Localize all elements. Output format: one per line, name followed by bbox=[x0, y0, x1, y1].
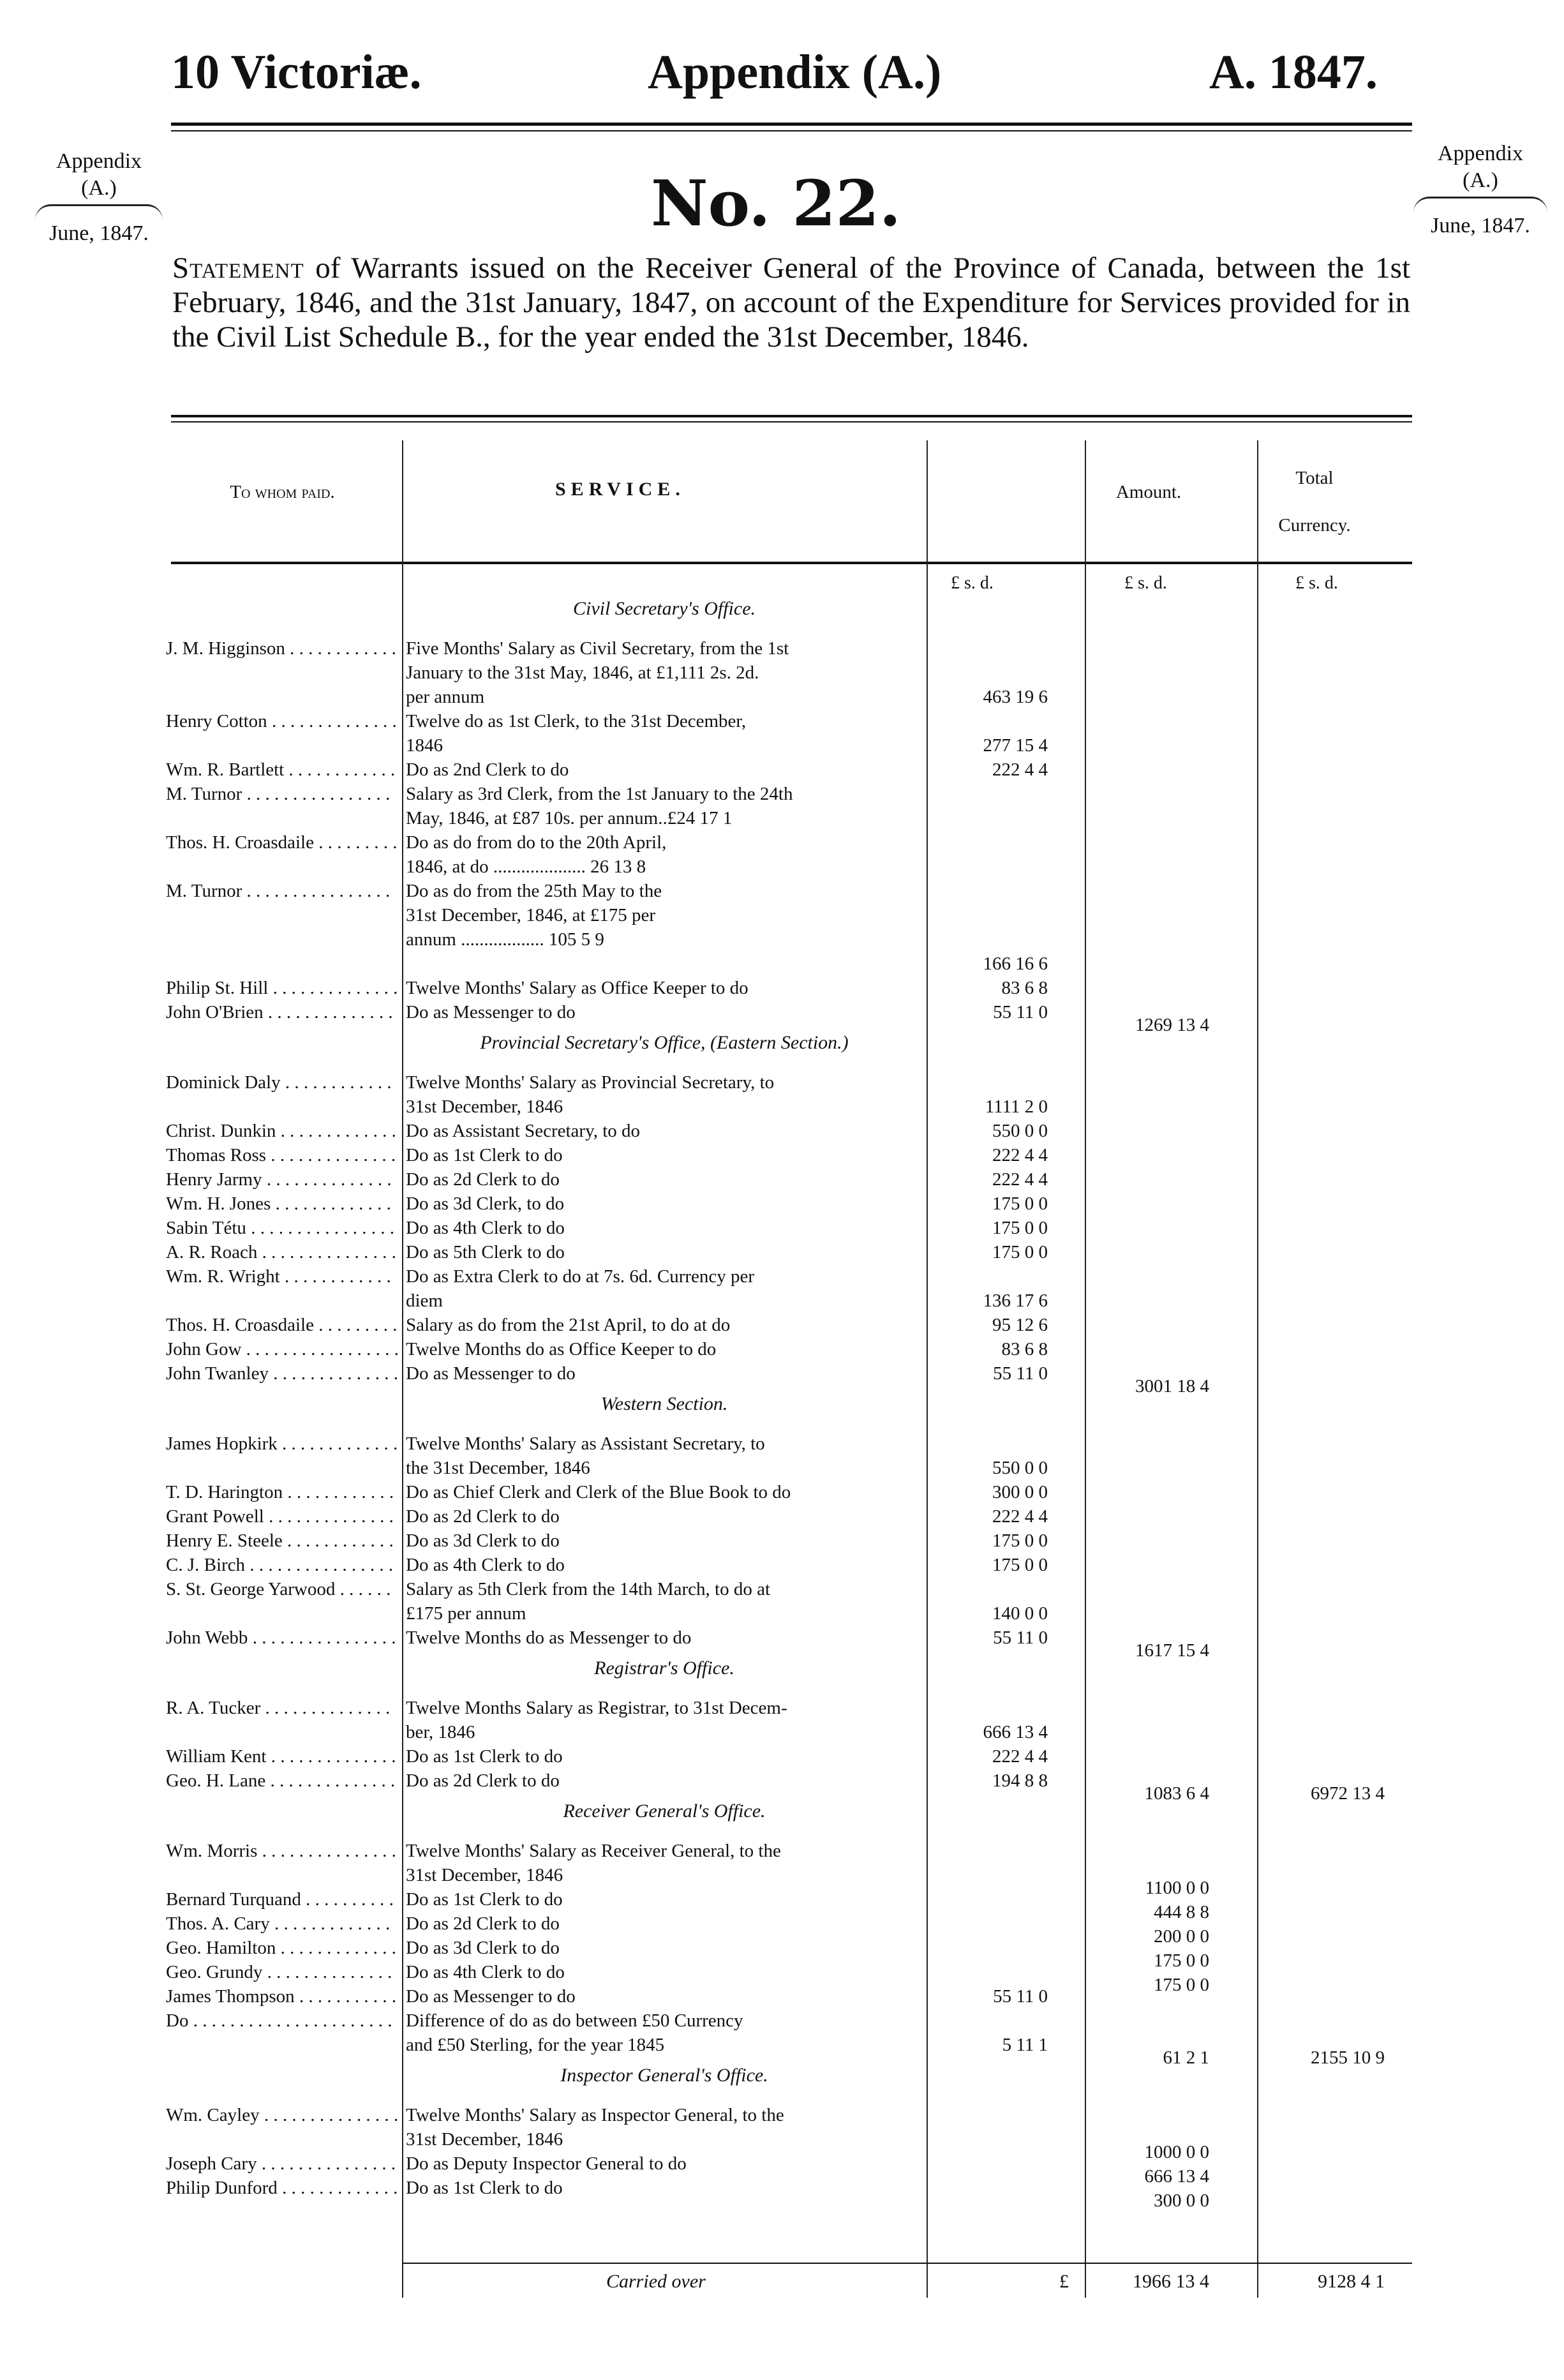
payee-name bbox=[166, 1529, 399, 1553]
service-description: the 31st December, 1846 bbox=[406, 1458, 590, 1478]
amount-col2: 1083 6 4 bbox=[1144, 1783, 1209, 1804]
payee-name-text: S. St. George Yarwood bbox=[166, 1579, 336, 1599]
payee-name bbox=[166, 1696, 399, 1720]
service-description: Do as do from do to the 20th April, bbox=[406, 832, 667, 853]
unit-label-col2: £ s. d. bbox=[1124, 573, 1167, 593]
payee-name-text: Philip Dunford bbox=[166, 2178, 278, 2198]
payee-name bbox=[166, 1240, 399, 1264]
service-description: Twelve Months' Salary as Provincial Secretary, to bbox=[406, 1072, 775, 1093]
amount-col2: 444 8 8 bbox=[1154, 1902, 1209, 1922]
payee-name-text: John Twanley bbox=[166, 1363, 269, 1384]
amount-col1: 550 0 0 bbox=[992, 1458, 1048, 1478]
amount-col1: 222 4 4 bbox=[992, 1506, 1048, 1527]
service-description: annum .................. 105 5 9 bbox=[406, 929, 604, 950]
amount-col2: 666 13 4 bbox=[1144, 2166, 1209, 2187]
payee-name-text: James Thompson bbox=[166, 1986, 295, 2007]
payee-name-text: Thomas Ross bbox=[166, 1145, 267, 1165]
amount-col1: 300 0 0 bbox=[992, 1482, 1048, 1502]
header-bottom-rule bbox=[171, 562, 1412, 564]
payee-name bbox=[166, 1361, 399, 1386]
service-description: Salary as 5th Clerk from the 14th March, to do at bbox=[406, 1579, 771, 1599]
statement-text: of Warrants issued on the Receiver General of the Province of Canada, between the 1st February, 1846, and the 31st January, 1847, on account of the Expenditure for Services provided for in the Civil List Schedule B., for the year ended the 31st December, 1846. bbox=[172, 251, 1410, 354]
service-description: Do as 2d Clerk to do bbox=[406, 1913, 560, 1934]
payee-name bbox=[166, 1960, 399, 1984]
amount-col1: 175 0 0 bbox=[992, 1218, 1048, 1238]
payee-name-text: John Webb bbox=[166, 1628, 248, 1648]
service-description: Twelve Months' Salary as Receiver General, to the bbox=[406, 1841, 781, 1861]
service-description: 31st December, 1846 bbox=[406, 1096, 563, 1117]
amount-col1: 5 11 1 bbox=[1002, 2035, 1048, 2055]
payee-name bbox=[166, 709, 399, 733]
amount-col1: 166 16 6 bbox=[983, 954, 1048, 974]
margin-note-left: Appendix (A.) June, 1847. bbox=[35, 148, 163, 247]
payee-name bbox=[166, 1480, 399, 1504]
section-heading: Inspector General's Office. bbox=[560, 2065, 768, 2086]
service-description: Do as do from the 25th May to the bbox=[406, 881, 662, 901]
payee-name-text: Philip St. Hill bbox=[166, 978, 269, 998]
section-heading: Civil Secretary's Office. bbox=[572, 598, 756, 619]
payee-name bbox=[166, 1313, 399, 1337]
payee-name bbox=[166, 1504, 399, 1529]
amount-col1: 83 6 8 bbox=[1001, 1339, 1048, 1359]
table-top-rule bbox=[171, 415, 1412, 417]
service-description: Do as 1st Clerk to do bbox=[406, 1889, 563, 1910]
service-description: 31st December, 1846, at £175 per bbox=[406, 905, 656, 925]
service-description: Twelve Months' Salary as Inspector General, to the bbox=[406, 2105, 784, 2125]
column-header-to-whom: To whom paid. bbox=[230, 482, 335, 502]
service-description: and £50 Sterling, for the year 1845 bbox=[406, 2035, 665, 2055]
payee-name-text: A. R. Roach bbox=[166, 1242, 258, 1262]
service-description: 1846, at do .................... 26 13 8 bbox=[406, 857, 646, 877]
payee-name bbox=[166, 879, 399, 903]
payee-name-text: C. J. Birch bbox=[166, 1555, 246, 1575]
amount-col2: 3001 18 4 bbox=[1135, 1376, 1209, 1396]
amount-col1: 222 4 4 bbox=[992, 1169, 1048, 1190]
statement-lead: Statement bbox=[172, 251, 304, 285]
service-description: Twelve Months Salary as Registrar, to 31st Decem- bbox=[406, 1698, 787, 1718]
carried-over-total: 9128 4 1 bbox=[1318, 2271, 1385, 2292]
amount-col1: 222 4 4 bbox=[992, 1145, 1048, 1165]
payee-name-text: John Gow bbox=[166, 1339, 242, 1359]
payee-name bbox=[166, 1839, 399, 1863]
amount-col2: 200 0 0 bbox=[1154, 1926, 1209, 1947]
statement-paragraph bbox=[172, 251, 1410, 354]
total-col3: 2155 10 9 bbox=[1311, 2047, 1385, 2068]
payee-name-text: Geo. Grundy bbox=[166, 1962, 263, 1982]
running-head-right: A. 1847. bbox=[1209, 45, 1378, 99]
service-description: Do as Deputy Inspector General to do bbox=[406, 2153, 687, 2174]
service-description bbox=[406, 952, 923, 976]
service-description: 1846 bbox=[406, 735, 443, 756]
payee-name-text: Thos. H. Croasdaile bbox=[166, 832, 314, 853]
payee-name bbox=[166, 1912, 399, 1936]
amount-col1: 136 17 6 bbox=[983, 1291, 1048, 1311]
amount-col2: 1617 15 4 bbox=[1135, 1640, 1209, 1661]
running-head-left: 10 Victoriæ. bbox=[171, 45, 422, 99]
service-description: £175 per annum bbox=[406, 1603, 526, 1624]
payee-name bbox=[166, 1887, 399, 1912]
column-header-total: Total Currency. bbox=[1278, 468, 1351, 535]
payee-name-text: James Hopkirk bbox=[166, 1433, 278, 1454]
payee-name bbox=[166, 1553, 399, 1577]
payee-name bbox=[166, 1744, 399, 1769]
amount-col2: 1000 0 0 bbox=[1144, 2142, 1209, 2162]
amount-col2: 1269 13 4 bbox=[1135, 1015, 1209, 1035]
payee-name-text: R. A. Tucker bbox=[166, 1698, 261, 1718]
payee-name-text: Wm. R. Wright bbox=[166, 1266, 280, 1287]
amount-col1: 1111 2 0 bbox=[985, 1096, 1048, 1117]
service-description: Do as Extra Clerk to do at 7s. 6d. Currency per bbox=[406, 1266, 755, 1287]
service-description: Do as 5th Clerk to do bbox=[406, 1242, 565, 1262]
carried-over-rule bbox=[402, 2263, 1412, 2264]
service-description: January to the 31st May, 1846, at £1,111 2s. 2d. bbox=[406, 662, 759, 683]
payee-name-text: Wm. Cayley bbox=[166, 2105, 260, 2125]
payee-name-text: Dominick Daly bbox=[166, 1072, 281, 1093]
amount-col1: 55 11 0 bbox=[993, 1628, 1048, 1648]
payee-name-text: Do bbox=[166, 2010, 189, 2031]
service-description: Do as 3d Clerk to do bbox=[406, 1531, 560, 1551]
payee-name-text: Henry E. Steele bbox=[166, 1531, 283, 1551]
payee-name-text: Sabin Tétu bbox=[166, 1218, 246, 1238]
document-number: No. 22. bbox=[651, 167, 901, 241]
payee-name-text: Henry Jarmy bbox=[166, 1169, 262, 1190]
service-description: 31st December, 1846 bbox=[406, 1865, 563, 1885]
header-rule-thin bbox=[171, 130, 1412, 131]
service-description: diem bbox=[406, 1291, 443, 1311]
service-description: Twelve do as 1st Clerk, to the 31st December, bbox=[406, 711, 747, 731]
amount-col1: 277 15 4 bbox=[983, 735, 1048, 756]
payee-name-text: Wm. Morris bbox=[166, 1841, 258, 1861]
service-description: Twelve Months do as Messenger to do bbox=[406, 1628, 692, 1648]
service-description: Do as 3d Clerk to do bbox=[406, 1938, 560, 1958]
service-description: Do as 2d Clerk to do bbox=[406, 1169, 560, 1190]
payee-name bbox=[166, 2152, 399, 2176]
unit-label-col3: £ s. d. bbox=[1295, 573, 1338, 593]
service-description: 31st December, 1846 bbox=[406, 2129, 563, 2150]
service-description: Do as 2d Clerk to do bbox=[406, 1506, 560, 1527]
payee-name-text: John O'Brien bbox=[166, 1002, 264, 1022]
column-header-service: SERVICE. bbox=[555, 479, 685, 500]
payee-name-text: Geo. Hamilton bbox=[166, 1938, 276, 1958]
header-rule bbox=[171, 123, 1412, 126]
service-description: Do as 1st Clerk to do bbox=[406, 1145, 563, 1165]
payee-name bbox=[166, 782, 399, 806]
amount-col1: 194 8 8 bbox=[992, 1770, 1048, 1791]
service-description: Do as Chief Clerk and Clerk of the Blue Book to do bbox=[406, 1482, 791, 1502]
amount-col1: 175 0 0 bbox=[992, 1242, 1048, 1262]
payee-name bbox=[166, 1000, 399, 1024]
payee-name-text: Thos. H. Croasdaile bbox=[166, 1315, 314, 1335]
payee-name bbox=[166, 1432, 399, 1456]
payee-name-text: William Kent bbox=[166, 1746, 267, 1767]
payee-name bbox=[166, 636, 399, 661]
service-description: Do as 2nd Clerk to do bbox=[406, 760, 569, 780]
payee-name-text: M. Turnor bbox=[166, 881, 242, 901]
payee-name-text: Bernard Turquand bbox=[166, 1889, 301, 1910]
column-divider bbox=[927, 440, 928, 2298]
service-description: Do as 1st Clerk to do bbox=[406, 2178, 563, 2198]
table-top-rule-thin bbox=[171, 421, 1412, 423]
brace-icon bbox=[35, 204, 163, 220]
service-description: ber, 1846 bbox=[406, 1722, 475, 1742]
amount-col1: 175 0 0 bbox=[992, 1194, 1048, 1214]
service-description: Twelve Months do as Office Keeper to do bbox=[406, 1339, 717, 1359]
column-divider bbox=[402, 440, 403, 2298]
service-description: Twelve Months' Salary as Assistant Secretary, to bbox=[406, 1433, 765, 1454]
service-description: per annum bbox=[406, 687, 485, 707]
amount-col2: 175 0 0 bbox=[1154, 1975, 1209, 1995]
service-description: Salary as 3rd Clerk, from the 1st January to the 24th bbox=[406, 784, 793, 804]
service-description: Do as Messenger to do bbox=[406, 1002, 576, 1022]
amount-col1: 140 0 0 bbox=[992, 1603, 1048, 1624]
service-description: Twelve Months' Salary as Office Keeper to do bbox=[406, 978, 748, 998]
total-col3: 6972 13 4 bbox=[1311, 1783, 1385, 1804]
payee-name bbox=[166, 1769, 399, 1793]
amount-col1: 463 19 6 bbox=[983, 687, 1048, 707]
amount-col1: 175 0 0 bbox=[992, 1555, 1048, 1575]
column-divider bbox=[1085, 440, 1086, 2298]
service-description: Do as 1st Clerk to do bbox=[406, 1746, 563, 1767]
payee-name bbox=[166, 1143, 399, 1167]
amount-col1: 175 0 0 bbox=[992, 1531, 1048, 1551]
section-heading: Provincial Secretary's Office, (Eastern Section.) bbox=[480, 1032, 849, 1053]
brace-icon bbox=[1413, 197, 1547, 213]
payee-name bbox=[166, 1216, 399, 1240]
payee-name bbox=[166, 1192, 399, 1216]
payee-name bbox=[166, 2176, 399, 2200]
service-description: May, 1846, at £87 10s. per annum..£24 17 1 bbox=[406, 808, 733, 828]
service-description: Do as 4th Clerk to do bbox=[406, 1218, 565, 1238]
service-description: Do as 3d Clerk, to do bbox=[406, 1194, 565, 1214]
amount-col1: 666 13 4 bbox=[983, 1722, 1048, 1742]
payee-name-text: J. M. Higginson bbox=[166, 638, 285, 659]
payee-name bbox=[166, 976, 399, 1000]
service-description: Difference of do as do between £50 Currency bbox=[406, 2010, 743, 2031]
payee-name bbox=[166, 1119, 399, 1143]
section-heading: Western Section. bbox=[600, 1393, 728, 1414]
service-description: Salary as do from the 21st April, to do at do bbox=[406, 1315, 731, 1335]
column-header-amount: Amount. bbox=[1115, 482, 1182, 502]
payee-name bbox=[166, 1337, 399, 1361]
payee-name bbox=[166, 830, 399, 855]
payee-name bbox=[166, 1936, 399, 1960]
payee-name-text: Wm. H. Jones bbox=[166, 1194, 271, 1214]
payee-name-text: T. D. Harington bbox=[166, 1482, 283, 1502]
payee-name-text: Thos. A. Cary bbox=[166, 1913, 270, 1934]
payee-name-text: Joseph Cary bbox=[166, 2153, 257, 2174]
payee-name-text: Wm. R. Bartlett bbox=[166, 760, 285, 780]
service-description: Do as Assistant Secretary, to do bbox=[406, 1121, 641, 1141]
payee-name bbox=[166, 1070, 399, 1095]
running-head-center: Appendix (A.) bbox=[648, 45, 942, 99]
payee-name bbox=[166, 1626, 399, 1650]
payee-name-text: Christ. Dunkin bbox=[166, 1121, 276, 1141]
payee-name-text: Grant Powell bbox=[166, 1506, 264, 1527]
payee-name-text: M. Turnor bbox=[166, 784, 242, 804]
unit-label-col1: £ s. d. bbox=[951, 573, 994, 593]
section-heading: Receiver General's Office. bbox=[563, 1800, 766, 1822]
column-divider bbox=[1257, 440, 1258, 2298]
amount-col1: 83 6 8 bbox=[1001, 978, 1048, 998]
amount-col1: 222 4 4 bbox=[992, 1746, 1048, 1767]
carried-over-label: Carried over bbox=[606, 2271, 706, 2292]
service-description: Do as Messenger to do bbox=[406, 1986, 576, 2007]
amount-col1: 55 11 0 bbox=[993, 1002, 1048, 1022]
amount-col2: 175 0 0 bbox=[1154, 1950, 1209, 1971]
payee-name-text: Henry Cotton bbox=[166, 711, 267, 731]
payee-name bbox=[166, 758, 399, 782]
carried-over-currency: £ bbox=[1059, 2271, 1069, 2292]
service-description: Do as Messenger to do bbox=[406, 1363, 576, 1384]
amount-col1: 95 12 6 bbox=[992, 1315, 1048, 1335]
payee-name bbox=[166, 2103, 399, 2127]
payee-name bbox=[166, 1577, 399, 1601]
carried-over-amount: 1966 13 4 bbox=[1133, 2271, 1209, 2292]
margin-note-right: Appendix (A.) June, 1847. bbox=[1413, 140, 1547, 239]
amount-col1: 550 0 0 bbox=[992, 1121, 1048, 1141]
payee-name bbox=[166, 1984, 399, 2009]
amount-col1: 55 11 0 bbox=[993, 1986, 1048, 2007]
service-description: Do as 4th Clerk to do bbox=[406, 1962, 565, 1982]
payee-name bbox=[166, 2009, 399, 2033]
payee-name-text: Geo. H. Lane bbox=[166, 1770, 266, 1791]
service-description: Five Months' Salary as Civil Secretary, from the 1st bbox=[406, 638, 789, 659]
amount-col1: 222 4 4 bbox=[992, 760, 1048, 780]
amount-col2: 300 0 0 bbox=[1154, 2190, 1209, 2211]
service-description: Do as 4th Clerk to do bbox=[406, 1555, 565, 1575]
amount-col2: 61 2 1 bbox=[1163, 2047, 1209, 2068]
payee-name bbox=[166, 1167, 399, 1192]
service-description: Do as 2d Clerk to do bbox=[406, 1770, 560, 1791]
amount-col2: 1100 0 0 bbox=[1145, 1878, 1209, 1898]
section-heading: Registrar's Office. bbox=[594, 1658, 734, 1679]
amount-col1: 55 11 0 bbox=[993, 1363, 1048, 1384]
payee-name bbox=[166, 1264, 399, 1289]
